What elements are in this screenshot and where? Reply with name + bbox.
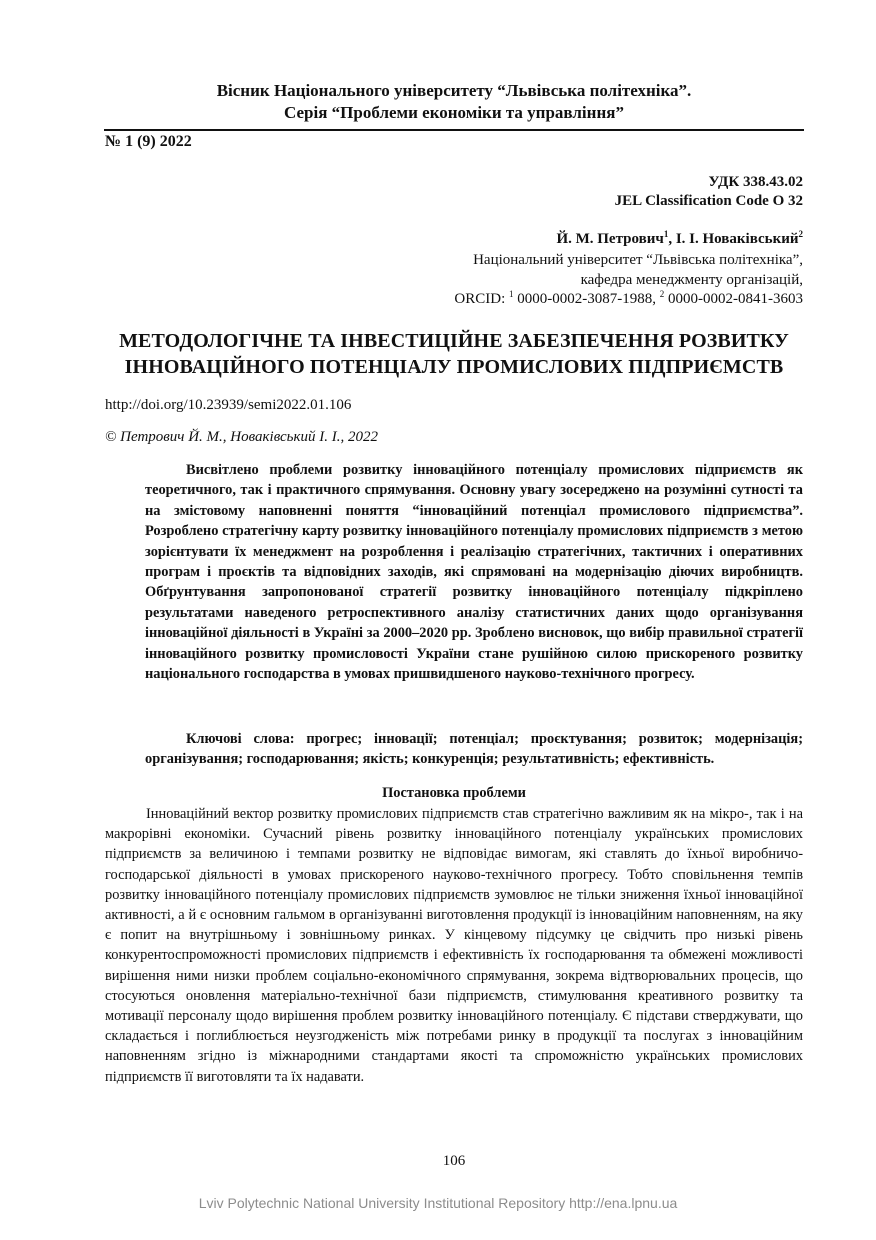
orcid-2[interactable]: 0000-0002-0841-3603 [664,291,803,307]
repository-footer[interactable]: Lviv Polytechnic National University Institutional Repository http://ena.lpnu.ua [198,1195,678,1211]
author-1-sup: 1 [663,229,669,239]
article-title-line2: ІННОВАЦІЙНОГО ПОТЕНЦІАЛУ ПРОМИСЛОВИХ ПІДПРИЄМСТВ [124,356,784,378]
author-2: І. І. Новаківський [675,231,799,247]
body-text [105,804,803,1087]
orcid-line [454,291,803,308]
article-title [105,328,803,380]
issue-number: № 1 (9) 2022 [105,133,192,150]
orcid-1[interactable]: 0000-0002-3087-1988, [513,291,660,307]
orcid-2-sup: 2 [659,289,665,299]
jel-code: JEL Classification Code O 32 [614,193,803,209]
keywords: Ключові слова: прогрес; інновації; потенціал; проєктування; розвиток; модернізація; організування; господарювання; якість; конкуренція; результативність; ефективність. [145,731,803,768]
orcid-1-sup: 1 [509,289,514,299]
abstract [145,460,803,684]
author-line [556,231,803,248]
abstract-text: Висвітлено проблеми розвитку інноваційного потенціалу промислових підприємств як теоретичного, так і практичного спрямування. Основну увагу зосереджено на розумінні сутності та на змістовому наповненні поняття “інноваційний потенціал промислового підприємства”. Розроблено стратегічну карту розвитку інноваційного потенціалу промислових підприємств з метою зорієнтувати їх менеджмент на розроблення і реалізацію стратегічних, тактичних і оперативних програм і проєктів та відповідних заходів, які спрямовані на модернізацію діючих виробництв. Обґрунтування запропонованої стратегії розвитку інноваційного потенціалу підкріплено результатами наведеного ретроспективного аналізу статистичних даних щодо організування інноваційної діяльності в Україні за 2000–2020 рр. Зроблено висновок, що вибір правильної стратегії інноваційного розвитку промисловості України стане рушійною силою прискореного розвитку національного господарства в умовах пришвидшеного науково-технічного прогресу. [145,462,803,683]
affiliation-university: Національний університет “Львівська політехніка”, [473,252,803,268]
header-rule [104,129,804,131]
udk-code: УДК 338.43.02 [708,174,803,190]
page-number: 106 [442,1153,466,1169]
article-title-line1: МЕТОДОЛОГІЧНЕ ТА ІНВЕСТИЦІЙНЕ ЗАБЕЗПЕЧЕННЯ РОЗВИТКУ [119,330,789,352]
journal-title-line2: Серія “Проблеми економіки та управління” [284,103,624,122]
section-heading: Постановка проблеми [382,785,526,801]
body-paragraph: Інноваційний вектор розвитку промислових підприємств став стратегічно важливим як на мікро-, так і на макрорівні економіки. Сучасний рівень розвитку інноваційного потенціалу українських промислових підприємств за величиною і темпами розвитку не відповідає вимогам, які ставлять до їхньої виробничо-господарської діяльності в умовах прискореного науково-технічного прогресу. Тобто сповільнення темпів розвитку інноваційного потенціалу промислових підприємств зумовлює не тільки зниження їхньої інноваційної активності, а й є основним гальмом в організуванні виготовлення продукції із інноваційним наповненням, на яку є попит на внутрішньому і зовнішньому ринках. У кінцевому підсумку це свідчить про низькі рівень конкурентоспроможності промислових підприємств і ефективність їх господарювання та обмежені можливості вирішення ними низки проблем соціально-економічного спрямування, зокрема відтворювальних процесів, що стосуються оновлення матеріально-технічної бази підприємств, стимулювання креативного розвитку та мотивації персоналу щодо вирішення проблем розвитку інноваційного потенціалу. Є підстави стверджувати, що складається і поглиблюється неузгодженість між потребами ринку в продукції та послугах з інноваційним наповненням згідно із міжнародними стандартами якості та спроможністю українських промислових підприємств її виготовляти та їх надавати. [105,806,803,1085]
journal-title-line1: Вісник Національного університету “Львівська політехніка”. [216,81,692,100]
doi-link[interactable]: http://doi.org/10.23939/semi2022.01.106 [105,397,352,413]
author-separator: , [668,231,676,247]
author-2-sup: 2 [798,229,803,239]
affiliation-department: кафедра менеджменту організацій, [580,272,803,288]
journal-title [105,80,803,124]
author-1: Й. М. Петрович [556,231,664,247]
orcid-label: ORCID: [454,291,509,307]
copyright: © Петрович Й. М., Новаківський І. І., 2022 [105,429,378,445]
